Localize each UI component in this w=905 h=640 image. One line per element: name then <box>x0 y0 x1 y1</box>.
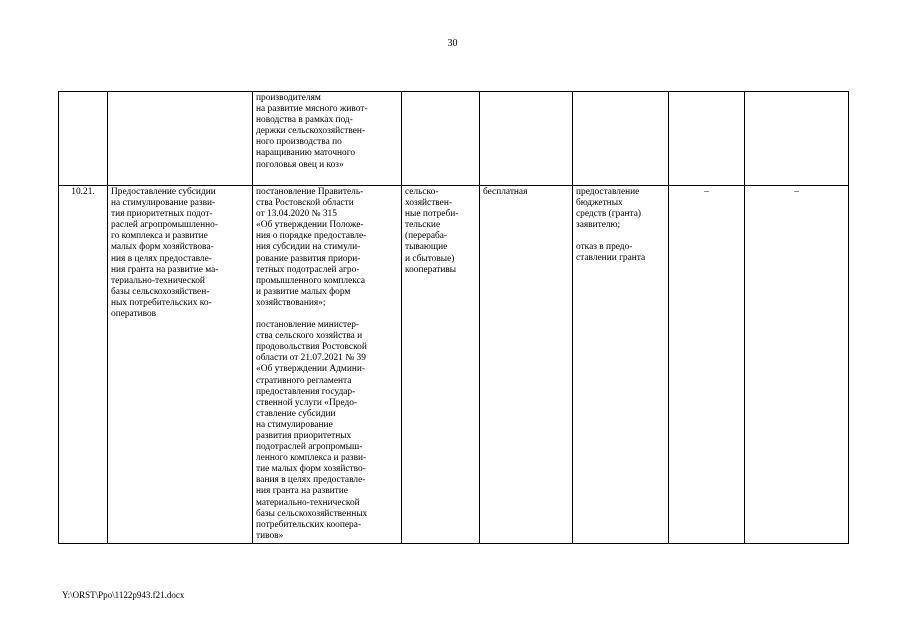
text-line: тия приоритетных подот- <box>111 209 213 220</box>
row-number-cell <box>59 92 108 186</box>
file-path-footer: Y:\ORST\Ppo\1122p943.f21.docx <box>62 590 185 600</box>
text-line: средств (гранта) <box>576 209 642 220</box>
text-line: ства Ростовской области <box>256 198 354 209</box>
payment-cell <box>480 186 573 544</box>
text-line: материально-технической <box>256 497 360 508</box>
text-line: тывающие <box>405 242 448 253</box>
text-line: ния гранта на развитие <box>256 486 348 497</box>
text-line: «Об утверждении Админи- <box>256 364 366 375</box>
text-line: вания в целях предоставле- <box>256 475 366 486</box>
text-line: ния о порядке предоставле- <box>256 231 367 242</box>
text-line: ства сельского хозяйства и <box>256 331 363 342</box>
recipients-cell <box>402 186 480 544</box>
legal-basis-cell <box>253 186 402 544</box>
text-line: Предоставление субсидии <box>111 187 216 197</box>
text-line: производителям <box>256 93 321 103</box>
column-7-cell <box>669 92 745 186</box>
services-table <box>58 91 849 544</box>
result-cell <box>573 92 669 186</box>
result-cell <box>573 186 669 544</box>
service-name-cell <box>108 186 253 544</box>
text-line: ставление субсидии <box>256 408 336 419</box>
column-8-cell <box>745 92 849 186</box>
text-line: от 13.04.2020 № 315 <box>256 209 337 220</box>
text-line: тие малых форм хозяйство- <box>256 464 366 475</box>
text-line: области от 21.07.2021 № 39 <box>256 353 366 364</box>
service-name-cell <box>108 92 253 186</box>
text-line: хозяйствен- <box>405 198 452 209</box>
text-line: «Об утверждении Положе- <box>256 220 364 231</box>
text-line: бюджетных <box>576 198 623 209</box>
recipients-cell <box>402 92 480 186</box>
text-line: ного производства по <box>256 137 342 148</box>
text-line: и сбытовые) <box>405 253 455 264</box>
column-7-cell: – <box>669 186 745 544</box>
text-line: предоставления государ- <box>256 386 356 397</box>
page-number: 30 <box>447 38 458 49</box>
text-line: предоставление <box>576 187 640 197</box>
text-line: постановление министер- <box>256 320 360 331</box>
text-line: сельско- <box>405 187 439 197</box>
table-row <box>59 92 849 186</box>
text-line: хозяйствования»; <box>256 297 326 308</box>
text-line: го комплекса и развитие <box>111 231 208 242</box>
text-line: (перераба- <box>405 231 448 242</box>
text-line: наращиванию маточного <box>256 148 356 159</box>
text-line: базы сельскохозяйственных <box>256 508 368 519</box>
text-line: тельские <box>405 220 441 231</box>
text-line: отказ в предо- <box>576 242 633 253</box>
text-line: рование развития приори- <box>256 253 361 264</box>
text-line: продовольствия Ростовской <box>256 342 367 353</box>
text-line: териально-технической <box>111 275 205 286</box>
paragraph-gap <box>576 231 665 242</box>
text-line: стративного регламента <box>256 375 352 386</box>
text-line: раслей агропромышленно- <box>111 220 218 231</box>
text-line: ленного комплекса и разви- <box>256 453 367 464</box>
text-line: тивов» <box>256 530 284 541</box>
text-line: кооперативы <box>405 264 457 275</box>
text-line: постановление Правитель- <box>256 187 364 197</box>
text-line: ния гранта на развитие ма- <box>111 264 219 275</box>
payment-cell <box>480 92 573 186</box>
text-line: новодства в рамках под- <box>256 115 353 126</box>
paragraph-gap <box>256 309 398 320</box>
text-line: ственной услуги «Предо- <box>256 397 358 408</box>
text-line: промышленного комплекса <box>256 275 366 286</box>
legal-basis-cell <box>253 92 402 186</box>
text-line: держки сельскохозяйствен- <box>256 126 366 137</box>
text-line: ставлении гранта <box>576 253 646 264</box>
text-line: тетных подотраслей агро- <box>256 264 360 275</box>
text-line: ния субсидии на стимули- <box>256 242 361 253</box>
text-line: на развитие мясного живот- <box>256 104 368 115</box>
text-line: потребительских коопера- <box>256 519 362 530</box>
text-line: заявителю; <box>576 220 621 231</box>
text-line: на стимулирование разви- <box>111 198 216 209</box>
text-line: на стимулирование <box>256 419 333 430</box>
text-line: ные потреби- <box>405 209 459 220</box>
text-line: подотраслей агропромыш- <box>256 442 363 453</box>
text-line: малых форм хозяйствова- <box>111 242 214 253</box>
text-line: развития приоритетных <box>256 430 352 441</box>
table-row <box>59 186 849 544</box>
text-line: поголовья овец и коз» <box>256 159 344 170</box>
text-line: ных потребительских ко- <box>111 297 212 308</box>
column-8-cell: – <box>745 186 849 544</box>
text-line: бесплатная <box>483 187 528 197</box>
row-number-cell: 10.21. <box>59 186 108 544</box>
text-line: базы сельскохозяйствен- <box>111 286 210 297</box>
text-line: и развитие малых форм <box>256 286 351 297</box>
text-line: ния в целях предоставле- <box>111 253 212 264</box>
text-line: оперативов <box>111 309 157 320</box>
